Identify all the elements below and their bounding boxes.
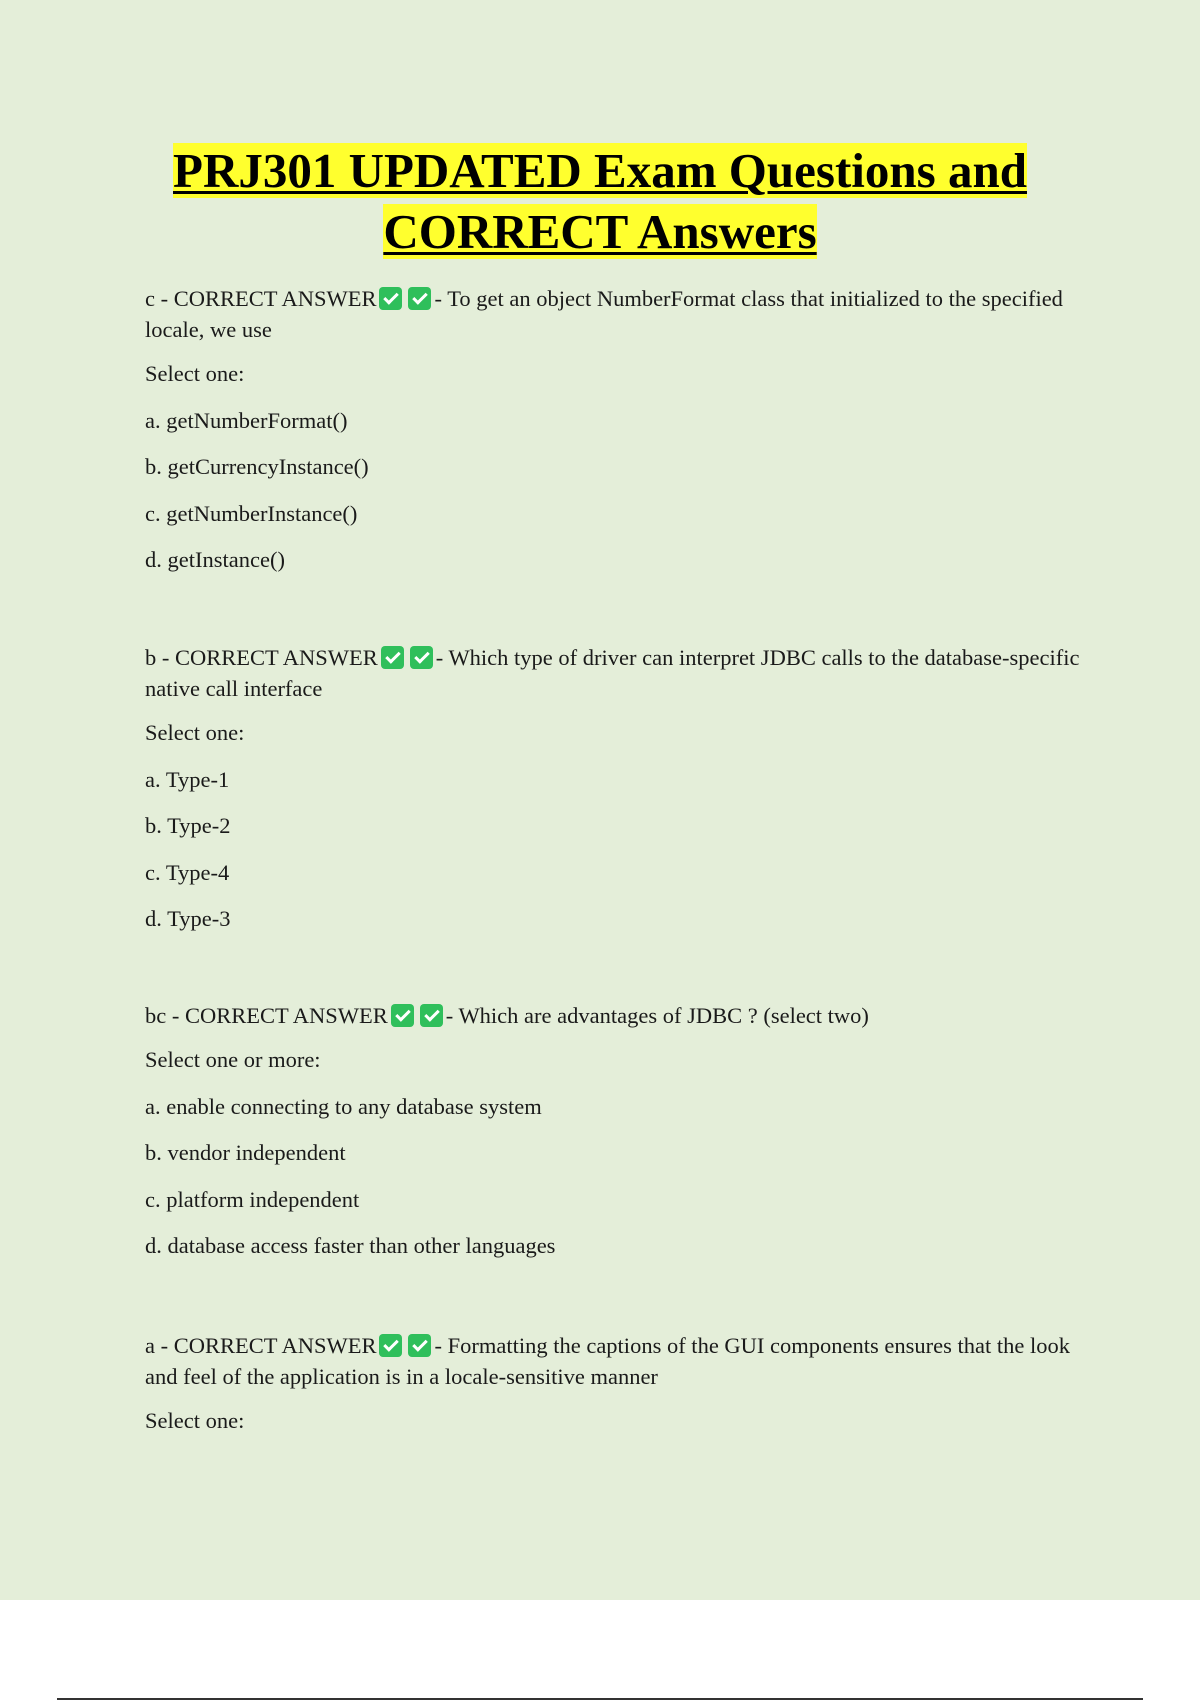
answer-prefix: b - CORRECT ANSWER [145, 645, 378, 670]
question-block [145, 642, 1080, 943]
select-label: Select one: [145, 1408, 245, 1433]
option-b: b. vendor independent [145, 1140, 346, 1165]
document-title [0, 140, 1200, 262]
question-stem [145, 1000, 1080, 1031]
check-mark-icon [391, 1004, 414, 1027]
check-mark-icon [410, 646, 433, 669]
question-block [145, 1330, 1080, 1445]
answer-prefix: a - CORRECT ANSWER [145, 1333, 377, 1358]
option-d: d. Type-3 [145, 906, 231, 931]
question-stem [145, 642, 1080, 704]
question-text: - Which type of driver can interpret JDBC calls to the database-specific native call interface [145, 645, 1080, 701]
check-mark-icon [408, 287, 431, 310]
check-mark-icon [381, 646, 404, 669]
check-mark-icon [420, 1004, 443, 1027]
question-stem [145, 283, 1080, 345]
option-a: a. getNumberFormat() [145, 407, 348, 433]
title-line-1: PRJ301 UPDATED Exam Questions and [173, 143, 1027, 198]
question-block [145, 1000, 1080, 1270]
select-label: Select one: [145, 720, 245, 745]
option-c: c. Type-4 [145, 859, 230, 885]
answer-prefix: bc - CORRECT ANSWER [145, 1003, 388, 1028]
check-mark-icon [379, 287, 402, 310]
check-mark-icon [408, 1334, 431, 1357]
question-text: - Which are advantages of JDBC ? (select two) [445, 1003, 869, 1028]
option-c: c. platform independent [145, 1186, 360, 1212]
option-c: c. getNumberInstance() [145, 500, 358, 526]
question-block [145, 283, 1080, 584]
question-text: - Formatting the captions of the GUI components ensures that the look and feel of the application is in a locale-sensitive manner [145, 1333, 1070, 1389]
question-stem [145, 1330, 1080, 1392]
option-b: b. getCurrencyInstance() [145, 454, 369, 479]
option-a: a. Type-1 [145, 766, 230, 792]
answer-prefix: c - CORRECT ANSWER [145, 286, 377, 311]
select-label: Select one: [145, 361, 245, 386]
option-d: d. database access faster than other languages [145, 1233, 556, 1258]
option-b: b. Type-2 [145, 813, 231, 838]
question-text: - To get an object NumberFormat class that initialized to the specified locale, we use [145, 286, 1063, 342]
check-mark-icon [379, 1334, 402, 1357]
option-a: a. enable connecting to any database system [145, 1093, 542, 1119]
title-line-2: CORRECT Answers [383, 204, 817, 259]
select-label: Select one or more: [145, 1047, 321, 1072]
option-d: d. getInstance() [145, 547, 285, 572]
